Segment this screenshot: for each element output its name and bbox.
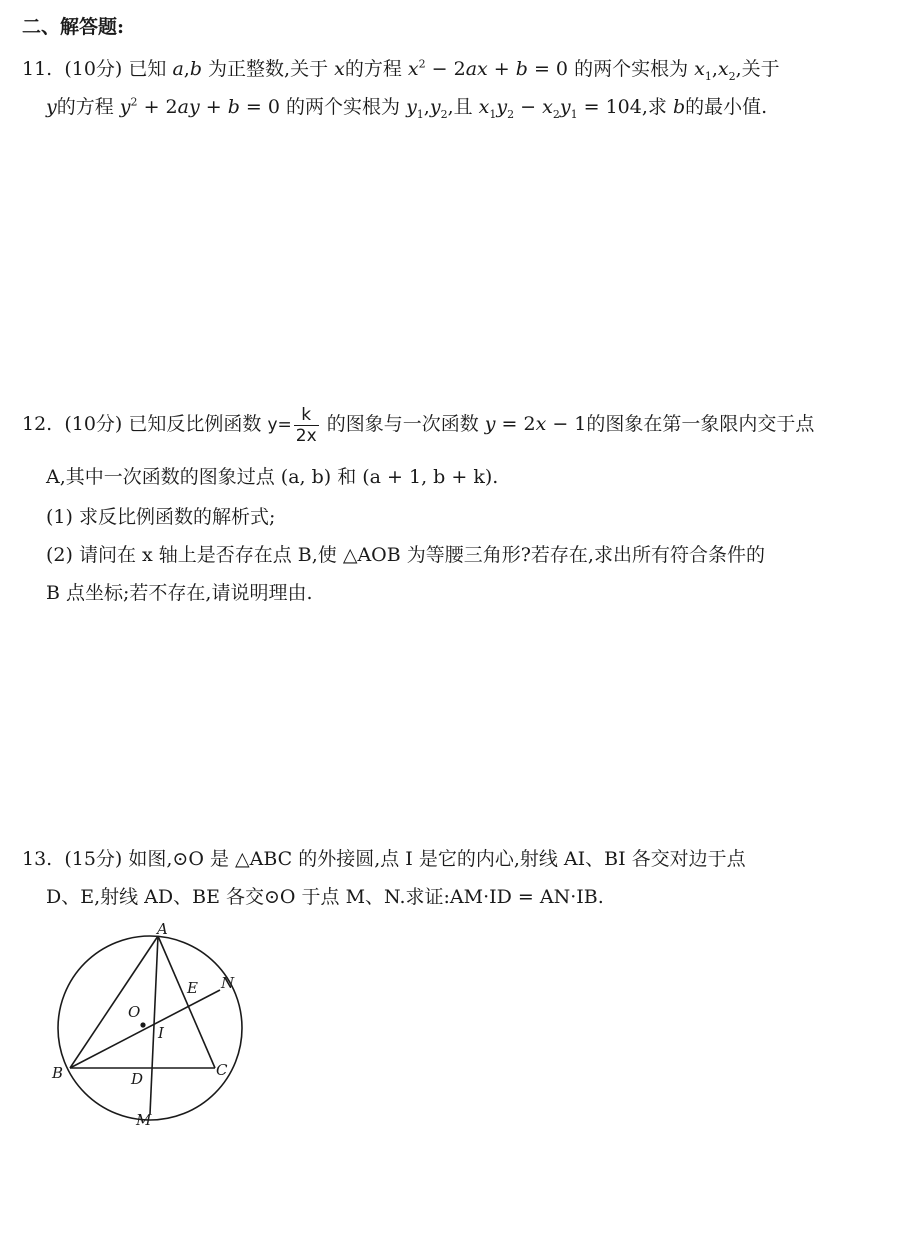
label-D: D [131,1070,144,1088]
q12-line-2: A,其中一次函数的图象过点 (a, b) 和 (a + 1, b + k). [46,466,499,488]
q12-part-2-line-2: B 点坐标;若不存在,请说明理由. [46,582,313,604]
fraction-k-over-2x: $\frac{k}{2x}$ [295,404,317,446]
label-I: I [158,1024,164,1042]
q12-score: (10分) [64,413,123,435]
label-M: M [136,1111,152,1129]
q12-part-2-line-1: (2) 请问在 x 轴上是否存在点 B,使 △AOB 为等腰三角形?若存在,求出所有符合条件的 [46,544,765,566]
q12-part-1: (1) 求反比例函数的解析式; [46,506,276,528]
q11-score: (10分) [64,58,123,80]
q13-line-2: D、E,射线 AD、BE 各交⊙O 于点 M、N.求证:AM·ID = AN·IB. [46,886,604,908]
label-E: E [187,979,198,997]
q11-line-2: y的方程 $y^2 + 2ay + b = 0$ 的两个实根为 $y_1,y_2$,且 $x_1y_2 - x_2y_1 = 104$,求 b的最小值. [46,95,768,121]
label-A: A [157,920,168,938]
segment-AB [70,936,158,1068]
center-point-O [140,1022,145,1027]
q12-line-1: 12. (10分) 已知反比例函数 y= $\frac{k}{2x}$ 的图象与一次函数 y = 2x − 1的图象在第一象限内交于点 [22,404,815,446]
label-B: B [52,1064,64,1082]
circumcircle [58,936,242,1120]
label-O: O [128,1003,141,1021]
q13-number: 13. [22,848,53,870]
label-C: C [216,1061,228,1079]
q13-score: (15分) [64,848,123,870]
q11-line-1: 11. (10分) 已知 a,b 为正整数,关于 x的方程 $x^2 - 2ax + b = 0$ 的两个实根为 $x_1,x_2$,关于 [22,57,780,83]
q11-number: 11. [22,58,53,80]
section-title: 二、解答题: [22,16,125,38]
q12-number: 12. [22,413,53,435]
geometry-figure [40,918,260,1138]
q13-line-1: 13. (15分) 如图,⊙O 是 △ABC 的外接圆,点 I 是它的内心,射线 AI、BI 各交对边于点 [22,848,746,870]
label-N: N [221,974,235,992]
